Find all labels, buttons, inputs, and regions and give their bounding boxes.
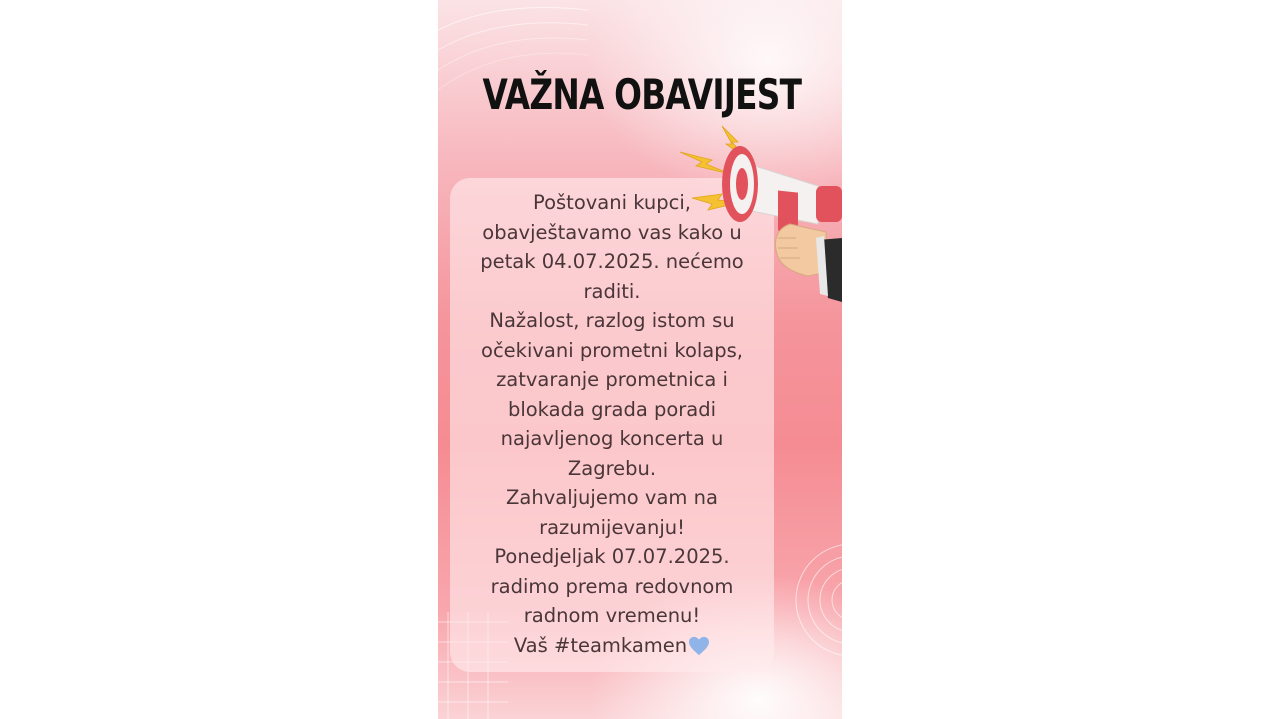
megaphone-icon [678, 120, 842, 310]
message-line: radnom vremenu! [523, 604, 701, 627]
arc-decoration [782, 540, 842, 660]
page-title: VAŽNA OBAVIJEST [482, 70, 802, 119]
announcement-poster [438, 0, 842, 719]
message-line: razumijevanju! [539, 515, 685, 539]
message-line: Nažalost, razlog istom su [489, 309, 735, 332]
hand-holding-megaphone [776, 224, 842, 302]
message-line: raditi. [583, 279, 641, 303]
message-line: Zagrebu. [567, 456, 657, 480]
message-line: Ponedjeljak 07.07.2025. [494, 545, 730, 568]
message-line: zatvaranje prometnica i [496, 368, 728, 391]
message-line: obavještavamo vas kako u [482, 220, 742, 244]
message-line: očekivani prometni kolaps, [481, 338, 743, 362]
signature-text: Vaš #teamkamen [513, 633, 688, 657]
message-line: Zahvaljujemo vam na [506, 486, 718, 509]
message-line: petak 04.07.2025. nećemo [480, 250, 744, 273]
message-line: Poštovani kupci, [533, 191, 691, 214]
message-line: radimo prema redovnom [490, 574, 734, 598]
message-line: najavljenog koncerta u [500, 427, 724, 450]
megaphone-body [722, 146, 842, 233]
signature-line [450, 631, 774, 661]
blue-heart-icon [688, 636, 710, 656]
message-line: blokada grada poradi [507, 397, 717, 421]
